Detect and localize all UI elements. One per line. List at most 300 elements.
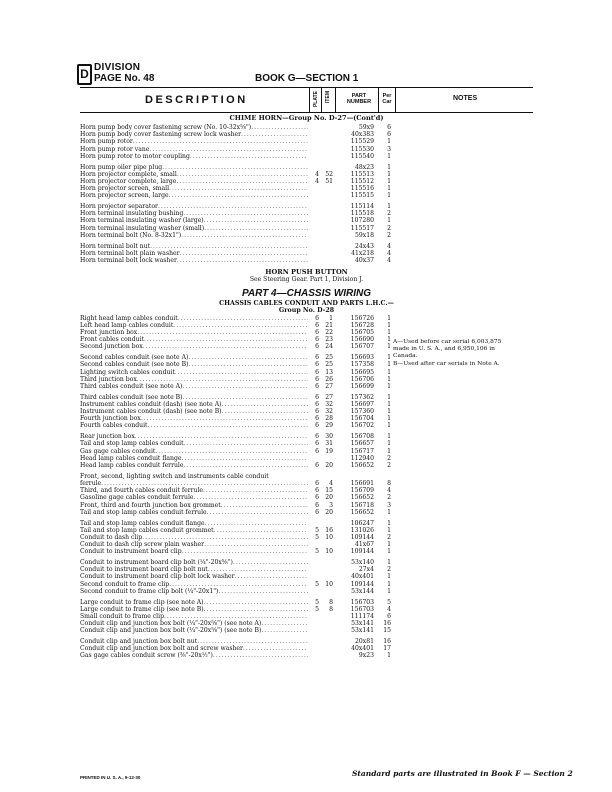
plate-number: 5 bbox=[315, 533, 319, 541]
quantity: 1 bbox=[387, 433, 391, 441]
part-number: 156706 bbox=[350, 375, 374, 383]
item-number: 22 bbox=[325, 329, 333, 337]
table-row bbox=[80, 440, 533, 447]
quantity: 1 bbox=[387, 541, 391, 549]
part-number: 9x23 bbox=[358, 652, 374, 660]
part-description: Horn pump oiler pipe plug ..... bbox=[80, 164, 308, 171]
part-description: Conduit to dash clip screw plain washer ..... bbox=[80, 541, 308, 548]
table-row bbox=[80, 487, 533, 494]
part-number: 115540 bbox=[350, 152, 374, 160]
quantity: 1 bbox=[387, 415, 391, 423]
table-row bbox=[80, 415, 533, 422]
quantity: 1 bbox=[387, 519, 391, 527]
table-row bbox=[80, 613, 533, 620]
per-car-header: Per Car bbox=[382, 93, 392, 105]
part-number: 53x140 bbox=[351, 559, 374, 567]
item-number: 26 bbox=[325, 375, 333, 383]
quantity: 2 bbox=[387, 210, 391, 218]
table-row bbox=[80, 652, 533, 659]
part-description: Gas gage cables conduit ..... bbox=[80, 448, 308, 455]
subsection-group: Group No. D-28 bbox=[278, 307, 335, 315]
table-row bbox=[80, 509, 533, 516]
division-label: DIVISION bbox=[94, 62, 141, 73]
quantity: 17 bbox=[383, 645, 391, 653]
part-number: 40x37 bbox=[355, 256, 374, 264]
part-description: Horn terminal insulating washer (large) ..... bbox=[80, 217, 308, 224]
part-description: Horn projector complete, large ..... bbox=[80, 178, 308, 185]
item-number: 10 bbox=[325, 580, 333, 588]
part-description: Large conduit to frame clip (see note B) ..... bbox=[80, 606, 308, 613]
quantity: 1 bbox=[387, 375, 391, 383]
part-description: Horn projector screen, large ..... bbox=[80, 192, 308, 199]
table-row bbox=[80, 232, 533, 239]
table-row bbox=[80, 455, 533, 462]
item-number: 20 bbox=[325, 508, 333, 516]
table-row bbox=[80, 138, 533, 145]
part-number: 156703 bbox=[350, 605, 374, 613]
table-row bbox=[80, 541, 533, 548]
quantity: 1 bbox=[387, 587, 391, 595]
quantity: 1 bbox=[387, 368, 391, 376]
part-title: PART 4—CHASSIS WIRING bbox=[241, 287, 372, 299]
part-number: 40x383 bbox=[351, 131, 374, 139]
part-number: 156705 bbox=[350, 329, 374, 337]
part-number: 156728 bbox=[350, 321, 374, 329]
part-description: Tail and stop lamp cables conduit grommet ..... bbox=[80, 527, 308, 534]
part-number: 115529 bbox=[350, 138, 374, 146]
plate-number: 6 bbox=[315, 329, 319, 337]
plate-number: 6 bbox=[315, 415, 319, 423]
table-row bbox=[80, 185, 533, 192]
part-description: Front, second, lighting switch and instruments cable conduit bbox=[80, 472, 269, 480]
item-number: 52 bbox=[325, 170, 333, 178]
quantity: 16 bbox=[383, 638, 391, 646]
quantity: 1 bbox=[387, 548, 391, 556]
part-description: Conduit to instrument board clip bolt lock washer ..... bbox=[80, 573, 308, 580]
part-number: 156709 bbox=[350, 487, 374, 495]
plate-number: 6 bbox=[315, 382, 319, 390]
part-description: Horn pump rotor to motor coupling ..... bbox=[80, 153, 308, 160]
quantity: 1 bbox=[387, 559, 391, 567]
part-number: 156703 bbox=[350, 598, 374, 606]
item-number: 1 bbox=[329, 314, 333, 322]
book-section: BOOK G—SECTION 1 bbox=[255, 73, 359, 84]
quantity: 1 bbox=[387, 408, 391, 416]
part-number: 115516 bbox=[350, 185, 374, 193]
part-number: 156691 bbox=[350, 479, 374, 487]
plate-number: 6 bbox=[315, 354, 319, 362]
part-description: Large conduit to frame clip (see note A) ..... bbox=[80, 599, 308, 606]
table-row bbox=[80, 520, 533, 527]
item-number: 15 bbox=[325, 487, 333, 495]
quantity: 2 bbox=[387, 494, 391, 502]
part-number: 156726 bbox=[350, 314, 374, 322]
table-row bbox=[80, 225, 533, 232]
part-number: 115513 bbox=[350, 170, 374, 178]
table-row bbox=[80, 573, 533, 580]
part-number: 115518 bbox=[350, 210, 374, 218]
part-description: Front, third and fourth junction box grommet ..... bbox=[80, 502, 308, 509]
table-row bbox=[80, 473, 533, 480]
note-line: A—Used before car serial 6,003,875 bbox=[393, 339, 502, 345]
part-number: 156693 bbox=[350, 354, 374, 362]
plate-number: 6 bbox=[315, 393, 319, 401]
quantity: 1 bbox=[387, 382, 391, 390]
part-description: ferrule ..... bbox=[80, 480, 308, 487]
part-number: 156718 bbox=[350, 501, 374, 509]
part-number: 53x141 bbox=[351, 620, 374, 628]
item-number: 31 bbox=[325, 440, 333, 448]
part-description: Second junction box ..... bbox=[80, 343, 308, 350]
plate-number: 6 bbox=[315, 343, 319, 351]
part-number: 48x23 bbox=[355, 163, 374, 171]
column-header bbox=[80, 87, 533, 113]
table-row bbox=[80, 422, 533, 429]
subsection-title: CHASSIS CABLES CONDUIT AND PARTS L.H.C.— bbox=[219, 299, 394, 307]
quantity: 1 bbox=[387, 170, 391, 178]
quantity: 1 bbox=[387, 192, 391, 200]
quantity: 2 bbox=[387, 462, 391, 469]
item-number: 25 bbox=[325, 361, 333, 369]
part-description: Fourth junction box ..... bbox=[80, 415, 308, 422]
table-row bbox=[80, 250, 533, 257]
plate-number: 6 bbox=[315, 375, 319, 383]
part-description: Horn projector screen, small ..... bbox=[80, 185, 308, 192]
item-number: 32 bbox=[325, 400, 333, 408]
plate-number: 6 bbox=[315, 314, 319, 322]
quantity: 1 bbox=[387, 361, 391, 369]
part-description: Horn terminal insulating bushing ..... bbox=[80, 210, 308, 217]
table-row bbox=[80, 462, 533, 469]
part-description: Horn terminal bolt lock washer ..... bbox=[80, 257, 308, 264]
table-row bbox=[80, 322, 533, 329]
quantity: 1 bbox=[387, 185, 391, 193]
part-description: Right head lamp cables conduit ..... bbox=[80, 315, 308, 322]
quantity: 6 bbox=[387, 124, 391, 131]
quantity: 5 bbox=[387, 598, 391, 606]
description-header: DESCRIPTION bbox=[145, 94, 248, 106]
part-number: 156657 bbox=[350, 440, 374, 448]
part-number: 156652 bbox=[350, 462, 374, 469]
plate-number: 6 bbox=[315, 508, 319, 516]
table-row bbox=[80, 243, 533, 250]
part-number: 59x9 bbox=[358, 124, 374, 131]
part-description: Conduit clip and junction box bolt and screw washer ..... bbox=[80, 645, 308, 652]
item-number: 21 bbox=[325, 321, 333, 329]
item-number: 3 bbox=[329, 501, 333, 509]
part-number: 41x67 bbox=[355, 541, 374, 549]
quantity: 2 bbox=[387, 533, 391, 541]
plate-number: 6 bbox=[315, 501, 319, 509]
part-number: 115512 bbox=[350, 177, 374, 185]
table-row bbox=[80, 178, 533, 185]
part-description: Second conduit to frame clip bolt (¼"-20x1") ..... bbox=[80, 588, 308, 595]
part-description: Conduit to instrument board clip bolt (¼"-20x⅝") ..... bbox=[80, 559, 308, 566]
table-row bbox=[80, 408, 533, 415]
plate-number: 6 bbox=[315, 400, 319, 408]
part-number: 115114 bbox=[350, 203, 374, 211]
part-description: Second conduit to frame clip ..... bbox=[80, 581, 308, 588]
quantity: 6 bbox=[387, 131, 391, 139]
plate-number: 5 bbox=[315, 598, 319, 606]
item-number: 4 bbox=[329, 479, 333, 487]
part-description: Horn pump body cover fastening screw (No. 10-32x⅝") ..... bbox=[80, 124, 308, 131]
quantity: 4 bbox=[387, 242, 391, 250]
part-description: Gas gage cables conduit screw (⅜"-20x½") ..... bbox=[80, 652, 308, 659]
part-description: Horn terminal bolt (No. 8-32x1") ..... bbox=[80, 232, 308, 239]
part-number-header: PART NUMBER bbox=[346, 93, 372, 105]
note-line: made in U. S. A., and 6,950,106 in bbox=[393, 346, 495, 353]
part-number: 106247 bbox=[350, 519, 374, 527]
table-row bbox=[80, 480, 533, 487]
table-row bbox=[80, 627, 533, 634]
part-description: Third cables conduit (see note A) ..... bbox=[80, 383, 308, 390]
quantity: 1 bbox=[387, 573, 391, 581]
part-description: Gasoline gage cables conduit ferrule ..... bbox=[80, 494, 308, 501]
table-row bbox=[80, 620, 533, 627]
part-description: Second cables conduit (see note B) ..... bbox=[80, 361, 308, 368]
quantity: 2 bbox=[387, 231, 391, 239]
notes-column bbox=[393, 339, 538, 368]
item-number: 25 bbox=[325, 354, 333, 362]
push-button-title: HORN PUSH BUTTON bbox=[265, 268, 348, 277]
part-number: 156652 bbox=[350, 508, 374, 516]
part-description: Tail and stop lamp cables conduit ferrule ..... bbox=[80, 509, 308, 516]
part-number: 53x144 bbox=[351, 587, 374, 595]
section-title: CHIME HORN—Group No. D-27—(Cont'd) bbox=[229, 114, 384, 122]
table-row bbox=[80, 559, 533, 566]
table-row bbox=[80, 124, 533, 131]
part-description: Instrument cables conduit (dash) (see note B) ..... bbox=[80, 408, 308, 415]
quantity: 1 bbox=[387, 321, 391, 329]
plate-number: 6 bbox=[315, 447, 319, 455]
part-number: 156707 bbox=[350, 343, 374, 351]
item-number: 28 bbox=[325, 415, 333, 423]
quantity: 1 bbox=[387, 580, 391, 588]
table-row bbox=[80, 433, 533, 440]
item-number: 51 bbox=[325, 177, 333, 185]
part-number: 156717 bbox=[350, 447, 374, 455]
plate-number: 4 bbox=[315, 170, 319, 178]
part-description: Conduit to dash clip ..... bbox=[80, 534, 308, 541]
item-number: 32 bbox=[325, 408, 333, 416]
part-description: Front junction box ..... bbox=[80, 329, 308, 336]
part-description: Third, and fourth cables conduit ferrule ..... bbox=[80, 487, 308, 494]
quantity: 4 bbox=[387, 249, 391, 257]
item-number: 20 bbox=[325, 494, 333, 502]
quantity: 16 bbox=[383, 620, 391, 628]
table-row bbox=[80, 164, 533, 171]
table-row bbox=[80, 401, 533, 408]
parts-list bbox=[80, 113, 533, 660]
part-number: 115530 bbox=[350, 145, 374, 153]
part-description: Left head lamp cables conduit ..... bbox=[80, 322, 308, 329]
part-number: 157362 bbox=[350, 393, 374, 401]
table-row bbox=[80, 146, 533, 153]
item-number: 8 bbox=[329, 605, 333, 613]
plate-number: 5 bbox=[315, 548, 319, 556]
quantity: 1 bbox=[387, 393, 391, 401]
quantity: 3 bbox=[387, 501, 391, 509]
plate-header: PLATE bbox=[313, 91, 319, 108]
item-number: 27 bbox=[325, 393, 333, 401]
part-number: 107280 bbox=[350, 217, 374, 225]
part-number: 40x401 bbox=[351, 573, 374, 581]
plate-number: 6 bbox=[315, 361, 319, 369]
plate-number: 6 bbox=[315, 321, 319, 329]
plate-number: 5 bbox=[315, 580, 319, 588]
part-description: Horn terminal insulating washer (small) ..... bbox=[80, 225, 308, 232]
item-number: 10 bbox=[325, 548, 333, 556]
quantity: 2 bbox=[387, 454, 391, 462]
quantity: 4 bbox=[387, 487, 391, 495]
part-number: 156697 bbox=[350, 400, 374, 408]
item-number: 30 bbox=[325, 433, 333, 441]
item-number: 13 bbox=[325, 368, 333, 376]
part-description: Horn projector separator ..... bbox=[80, 203, 308, 210]
quantity: 1 bbox=[387, 314, 391, 322]
part-number: 157360 bbox=[350, 408, 374, 416]
item-header: ITEM bbox=[325, 91, 331, 103]
part-description: Horn pump rotor vane ..... bbox=[80, 146, 308, 153]
quantity: 1 bbox=[387, 203, 391, 211]
table-row bbox=[80, 502, 533, 509]
part-number: 131026 bbox=[350, 526, 374, 534]
table-row bbox=[80, 494, 533, 501]
quantity: 1 bbox=[387, 422, 391, 430]
part-number: 156702 bbox=[350, 422, 374, 430]
part-description: Conduit to instrument board clip bolt nut ..... bbox=[80, 566, 308, 573]
part-number: 41x218 bbox=[351, 249, 374, 257]
part-description: Conduit clip and junction box bolt (¼"-20x⅝") (see note A) ..... bbox=[80, 620, 308, 627]
item-number: 10 bbox=[325, 533, 333, 541]
quantity: 1 bbox=[387, 336, 391, 344]
part-description: Horn terminal bolt plain washer ..... bbox=[80, 250, 308, 257]
quantity: 1 bbox=[387, 440, 391, 448]
part-description: Tail and stop lamp cables conduit ..... bbox=[80, 440, 308, 447]
part-description: Horn projector complete, small ..... bbox=[80, 171, 308, 178]
part-number: 109144 bbox=[350, 533, 374, 541]
item-number: 20 bbox=[325, 462, 333, 469]
part-number: 156704 bbox=[350, 415, 374, 423]
part-number: 156652 bbox=[350, 494, 374, 502]
quantity: 1 bbox=[387, 652, 391, 660]
quantity: 1 bbox=[387, 217, 391, 225]
plate-number: 6 bbox=[315, 433, 319, 441]
quantity: 1 bbox=[387, 354, 391, 362]
plate-number: 6 bbox=[315, 440, 319, 448]
table-row bbox=[80, 153, 533, 160]
part-description: Lighting switch cables conduit ..... bbox=[80, 369, 308, 376]
item-number: 16 bbox=[325, 526, 333, 534]
plate-number: 5 bbox=[315, 526, 319, 534]
table-row bbox=[80, 394, 533, 401]
plate-number: 6 bbox=[315, 462, 319, 469]
plate-number: 5 bbox=[315, 605, 319, 613]
part-description: Third cables conduit (see note B) ..... bbox=[80, 394, 308, 401]
item-number: 29 bbox=[325, 422, 333, 430]
part-description: Head lamp cables conduit ferrule ..... bbox=[80, 462, 308, 469]
note-line: Canada. bbox=[393, 353, 418, 360]
item-number: 8 bbox=[329, 598, 333, 606]
part-description: Conduit clip and junction box bolt (¼"-20x⅝") (see note B) ..... bbox=[80, 627, 308, 634]
part-description: Head lamp cables conduit flange ..... bbox=[80, 455, 308, 462]
footer-note: Standard parts are illustrated in Book F — Section 2 bbox=[352, 769, 573, 778]
item-number: 23 bbox=[325, 336, 333, 344]
parts-group-horn bbox=[80, 124, 533, 264]
quantity: 1 bbox=[387, 163, 391, 171]
quantity: 4 bbox=[387, 256, 391, 264]
part-description: Horn terminal bolt nut ..... bbox=[80, 243, 308, 250]
table-row bbox=[80, 566, 533, 573]
table-row bbox=[80, 606, 533, 613]
table-row bbox=[80, 548, 533, 555]
part-description: Front cables conduit ..... bbox=[80, 336, 308, 343]
part-number: 111174 bbox=[350, 612, 374, 620]
part-number: 115517 bbox=[350, 224, 374, 232]
part-description: Tail and stop lamp cables conduit flange ..... bbox=[80, 520, 308, 527]
table-row bbox=[80, 448, 533, 455]
table-row bbox=[80, 527, 533, 534]
part-number: 24x43 bbox=[355, 242, 374, 250]
part-description: Horn pump rotor ..... bbox=[80, 138, 308, 145]
table-row bbox=[80, 638, 533, 645]
plate-number: 6 bbox=[315, 487, 319, 495]
push-button-note: See Steering Gear. Part 1, Division J. bbox=[249, 276, 364, 284]
part-number: 156695 bbox=[350, 368, 374, 376]
quantity: 1 bbox=[387, 138, 391, 146]
quantity: 1 bbox=[387, 329, 391, 337]
part-description: Instrument cables conduit (dash) (see note A) ..... bbox=[80, 401, 308, 408]
item-number: 27 bbox=[325, 382, 333, 390]
quantity: 1 bbox=[387, 177, 391, 185]
table-row bbox=[80, 131, 533, 138]
table-row bbox=[80, 315, 533, 322]
part-description: Second cables conduit (see note A) ..... bbox=[80, 354, 308, 361]
table-row bbox=[80, 329, 533, 336]
table-row bbox=[80, 203, 533, 210]
part-number: 40x401 bbox=[351, 645, 374, 653]
part-number: 109144 bbox=[350, 548, 374, 556]
quantity: 1 bbox=[387, 343, 391, 351]
plate-number: 6 bbox=[315, 479, 319, 487]
table-row bbox=[80, 217, 533, 224]
quantity: 8 bbox=[387, 479, 391, 487]
quantity: 1 bbox=[387, 508, 391, 516]
table-row bbox=[80, 645, 533, 652]
part-number: 112940 bbox=[350, 454, 374, 462]
item-number: 19 bbox=[325, 447, 333, 455]
quantity: 15 bbox=[383, 627, 391, 635]
table-row bbox=[80, 171, 533, 178]
plate-number: 6 bbox=[315, 422, 319, 430]
plate-number: 4 bbox=[315, 177, 319, 185]
table-row bbox=[80, 376, 533, 383]
quantity: 4 bbox=[387, 605, 391, 613]
plate-number: 6 bbox=[315, 368, 319, 376]
table-row bbox=[80, 588, 533, 595]
table-row bbox=[80, 383, 533, 390]
quantity: 3 bbox=[387, 145, 391, 153]
table-row bbox=[80, 257, 533, 264]
quantity: 2 bbox=[387, 224, 391, 232]
part-number: 27x4 bbox=[358, 566, 374, 574]
plate-number: 6 bbox=[315, 494, 319, 502]
plate-number: 6 bbox=[315, 336, 319, 344]
part-description: Conduit to instrument board clip ..... bbox=[80, 548, 308, 555]
table-row bbox=[80, 210, 533, 217]
table-row bbox=[80, 599, 533, 606]
